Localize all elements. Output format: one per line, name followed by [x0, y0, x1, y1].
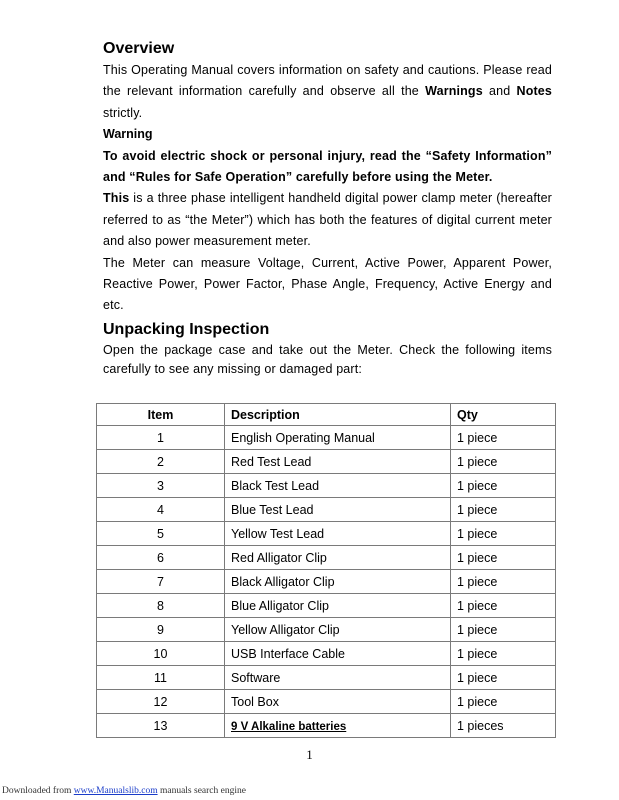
overview-text-d: strictly. [103, 105, 143, 120]
header-description: Description [225, 404, 451, 426]
desc-cell: Yellow Alligator Clip [225, 618, 451, 642]
desc-cell: USB Interface Cable [225, 642, 451, 666]
desc-cell: Red Test Lead [225, 450, 451, 474]
download-footer [2, 786, 246, 796]
desc-cell: Blue Test Lead [225, 498, 451, 522]
table-row [97, 594, 556, 618]
qty-cell: 1 piece [451, 522, 556, 546]
qty-cell: 1 piece [451, 426, 556, 450]
unpacking-heading: Unpacking Inspection [103, 320, 270, 338]
footer-suffix: manuals search engine [157, 786, 246, 796]
overview-text-a: This Operating Manual covers information on safety and cautions. Please read the relevant information carefully and observe all the [103, 63, 552, 99]
qty-cell: 1 piece [451, 474, 556, 498]
overview-heading: Overview [103, 40, 175, 57]
table-row [97, 618, 556, 642]
desc-cell: Black Test Lead [225, 474, 451, 498]
warnings-bold: Warnings [425, 84, 483, 99]
item-cell: 6 [97, 546, 225, 570]
batteries-desc: 9 V Alkaline batteries [231, 720, 347, 733]
measure-paragraph: The Meter can measure Voltage, Current, Active Power, Apparent Power, Reactive Power, Power Factor, Phase Angle, Frequency, Active Energy and etc. [103, 255, 552, 313]
item-cell: 7 [97, 570, 225, 594]
qty-cell: 1 piece [451, 546, 556, 570]
table-row [97, 690, 556, 714]
table-row [97, 570, 556, 594]
overview-paragraph [103, 60, 552, 124]
item-cell: 9 [97, 618, 225, 642]
table-row [97, 546, 556, 570]
qty-cell: 1 piece [451, 618, 556, 642]
footer-prefix: Downloaded from [2, 786, 74, 796]
qty-cell: 1 piece [451, 450, 556, 474]
warning-text: To avoid electric shock or personal injury, read the “Safety Information” and “Rules for Safe Operation” carefully before using the Meter. [103, 148, 552, 185]
item-cell: 5 [97, 522, 225, 546]
item-cell: 12 [97, 690, 225, 714]
qty-cell: 1 piece [451, 642, 556, 666]
item-cell: 13 [97, 714, 225, 738]
qty-cell: 1 piece [451, 666, 556, 690]
intro-paragraph [103, 188, 552, 252]
item-cell: 3 [97, 474, 225, 498]
table-row [97, 714, 556, 738]
overview-text-c: and [482, 84, 517, 99]
table-row [97, 642, 556, 666]
unpacking-paragraph: Open the package case and take out the Meter. Check the following items carefully to see any missing or damaged part: [103, 342, 552, 377]
manual-page [103, 38, 552, 380]
qty-cell: 1 piece [451, 498, 556, 522]
notes-bold: Notes [516, 84, 552, 99]
item-cell: 8 [97, 594, 225, 618]
desc-cell: English Operating Manual [225, 426, 451, 450]
table-row [97, 426, 556, 450]
desc-cell: Blue Alligator Clip [225, 594, 451, 618]
header-qty: Qty [451, 404, 556, 426]
intro-text: is a three phase intelligent handheld digital power clamp meter (hereafter referred to as “the Meter”) which has both the features of digital current meter and also power measurement meter. [103, 191, 552, 249]
desc-cell: Red Alligator Clip [225, 546, 451, 570]
item-cell: 2 [97, 450, 225, 474]
warning-label: Warning [103, 127, 153, 142]
intro-lead: This [103, 191, 130, 206]
item-cell: 11 [97, 666, 225, 690]
qty-cell: 1 piece [451, 594, 556, 618]
package-contents-table [96, 403, 556, 738]
desc-cell: Yellow Test Lead [225, 522, 451, 546]
item-cell: 10 [97, 642, 225, 666]
table-row [97, 522, 556, 546]
table-row [97, 666, 556, 690]
desc-cell: Tool Box [225, 690, 451, 714]
desc-cell: Software [225, 666, 451, 690]
item-cell: 4 [97, 498, 225, 522]
table-row [97, 498, 556, 522]
qty-cell: 1 piece [451, 570, 556, 594]
qty-cell: 1 piece [451, 690, 556, 714]
desc-cell: Black Alligator Clip [225, 570, 451, 594]
table-row [97, 474, 556, 498]
header-item: Item [97, 404, 225, 426]
qty-cell: 1 pieces [451, 714, 556, 738]
item-cell: 1 [97, 426, 225, 450]
page-number: 1 [306, 747, 313, 762]
manualslib-link[interactable]: www.Manualslib.com [73, 786, 158, 796]
table-row [97, 450, 556, 474]
desc-cell [225, 714, 451, 738]
table-header-row [97, 404, 556, 426]
